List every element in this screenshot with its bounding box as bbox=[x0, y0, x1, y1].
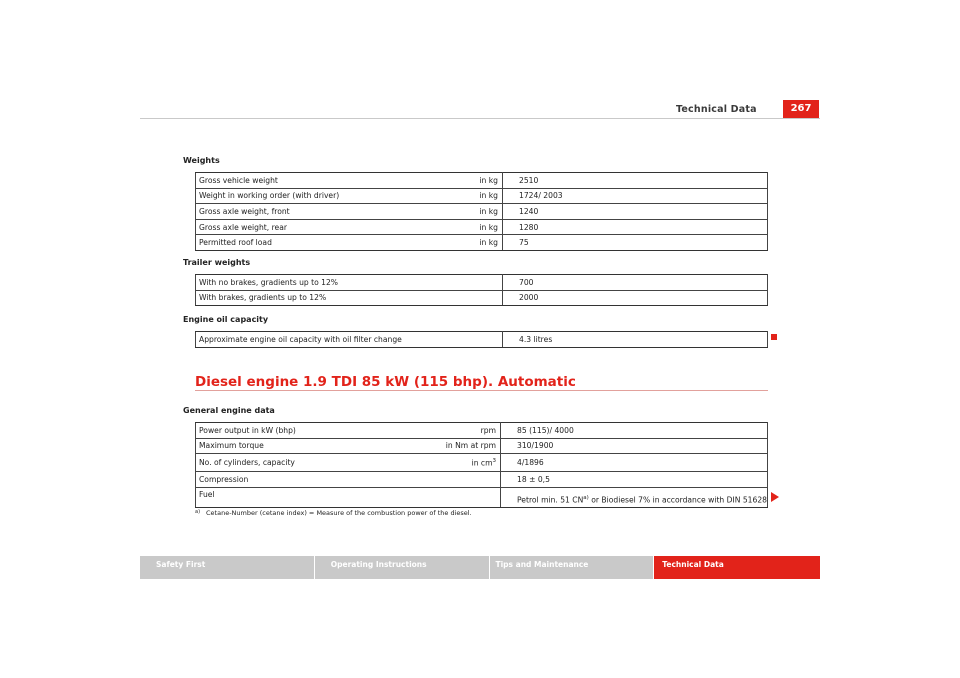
spec-unit bbox=[412, 487, 500, 507]
table-row bbox=[196, 332, 768, 348]
spec-unit: in kg bbox=[414, 219, 503, 235]
page-number: 267 bbox=[783, 100, 819, 118]
unit-text: in cm bbox=[471, 458, 493, 468]
table-row bbox=[196, 423, 768, 439]
table-row bbox=[196, 290, 768, 306]
spec-value: 310/1900 bbox=[501, 438, 768, 454]
table-row bbox=[196, 472, 768, 488]
spec-unit bbox=[412, 472, 500, 488]
table-row bbox=[196, 219, 768, 235]
fuel-value-rest: or Biodiesel 7% in accordance with DIN 51628 bbox=[588, 495, 767, 505]
spec-name: Compression bbox=[196, 472, 413, 488]
table-row bbox=[196, 487, 768, 507]
spec-name: Gross axle weight, rear bbox=[196, 219, 415, 235]
spec-value: 85 (115)/ 4000 bbox=[501, 423, 768, 439]
table-row bbox=[196, 275, 768, 291]
engine-data-table bbox=[195, 422, 768, 508]
page-header-title: Technical Data bbox=[676, 104, 757, 115]
spec-value: 1724/ 2003 bbox=[503, 188, 768, 204]
continue-arrow-icon bbox=[771, 492, 779, 502]
table-row bbox=[196, 173, 768, 189]
spec-unit bbox=[412, 454, 500, 472]
table-row bbox=[196, 204, 768, 220]
spec-unit: in kg bbox=[414, 173, 503, 189]
spec-unit bbox=[414, 332, 503, 348]
spec-unit: in kg bbox=[414, 204, 503, 220]
spec-value: 4/1896 bbox=[501, 454, 768, 472]
spec-value: 2510 bbox=[503, 173, 768, 189]
section-end-marker bbox=[771, 334, 777, 340]
header-divider bbox=[140, 118, 820, 119]
spec-value: 1240 bbox=[503, 204, 768, 220]
engine-oil-table bbox=[195, 331, 768, 348]
spec-name: Permitted roof load bbox=[196, 235, 415, 251]
spec-value: 18 ± 0,5 bbox=[501, 472, 768, 488]
weights-label: Weights bbox=[183, 156, 220, 165]
trailer-weights-label: Trailer weights bbox=[183, 258, 251, 267]
spec-name: With brakes, gradients up to 12% bbox=[196, 290, 415, 306]
diesel-engine-heading: Diesel engine 1.9 TDI 85 kW (115 bhp). Automatic bbox=[195, 374, 576, 390]
spec-name: Maximum torque bbox=[196, 438, 413, 454]
spec-unit: in Nm at rpm bbox=[412, 438, 500, 454]
engine-oil-label: Engine oil capacity bbox=[183, 315, 269, 324]
general-engine-data-label: General engine data bbox=[183, 406, 275, 415]
spec-unit: in kg bbox=[414, 235, 503, 251]
table-row bbox=[196, 235, 768, 251]
heading-divider bbox=[195, 390, 768, 391]
table-row bbox=[196, 454, 768, 472]
footnote-marker: a) bbox=[195, 509, 201, 515]
weights-table bbox=[195, 172, 768, 251]
spec-name: Weight in working order (with driver) bbox=[196, 188, 415, 204]
tab-tips-and-maintenance[interactable]: Tips and Maintenance bbox=[490, 556, 654, 579]
unit-superscript: 3 bbox=[492, 457, 496, 464]
fuel-value-text: Petrol min. 51 CN bbox=[517, 495, 584, 505]
table-row bbox=[196, 188, 768, 204]
spec-value: 2000 bbox=[503, 290, 768, 306]
trailer-weights-table bbox=[195, 274, 768, 306]
footnote-text: Cetane-Number (cetane index) = Measure of the combustion power of the diesel. bbox=[206, 509, 472, 517]
spec-value: 1280 bbox=[503, 219, 768, 235]
table-row bbox=[196, 438, 768, 454]
tab-operating-instructions[interactable]: Operating Instructions bbox=[315, 556, 489, 579]
spec-unit: rpm bbox=[412, 423, 500, 439]
footnote bbox=[195, 509, 472, 517]
spec-name: With no brakes, gradients up to 12% bbox=[196, 275, 415, 291]
tab-safety-first[interactable]: Safety First bbox=[140, 556, 314, 579]
spec-value bbox=[501, 487, 768, 507]
spec-name: Approximate engine oil capacity with oil filter change bbox=[196, 332, 415, 348]
footnote-reference: a) bbox=[583, 495, 589, 502]
spec-value: 700 bbox=[503, 275, 768, 291]
tab-technical-data[interactable]: Technical Data bbox=[654, 556, 820, 579]
spec-name: No. of cylinders, capacity bbox=[196, 454, 413, 472]
spec-name: Gross axle weight, front bbox=[196, 204, 415, 220]
spec-unit bbox=[414, 275, 503, 291]
spec-name: Fuel bbox=[196, 487, 413, 507]
spec-name: Power output in kW (bhp) bbox=[196, 423, 413, 439]
spec-unit bbox=[414, 290, 503, 306]
spec-value: 4.3 litres bbox=[503, 332, 768, 348]
spec-unit: in kg bbox=[414, 188, 503, 204]
spec-value: 75 bbox=[503, 235, 768, 251]
chapter-tab-bar bbox=[140, 556, 820, 579]
spec-name: Gross vehicle weight bbox=[196, 173, 415, 189]
